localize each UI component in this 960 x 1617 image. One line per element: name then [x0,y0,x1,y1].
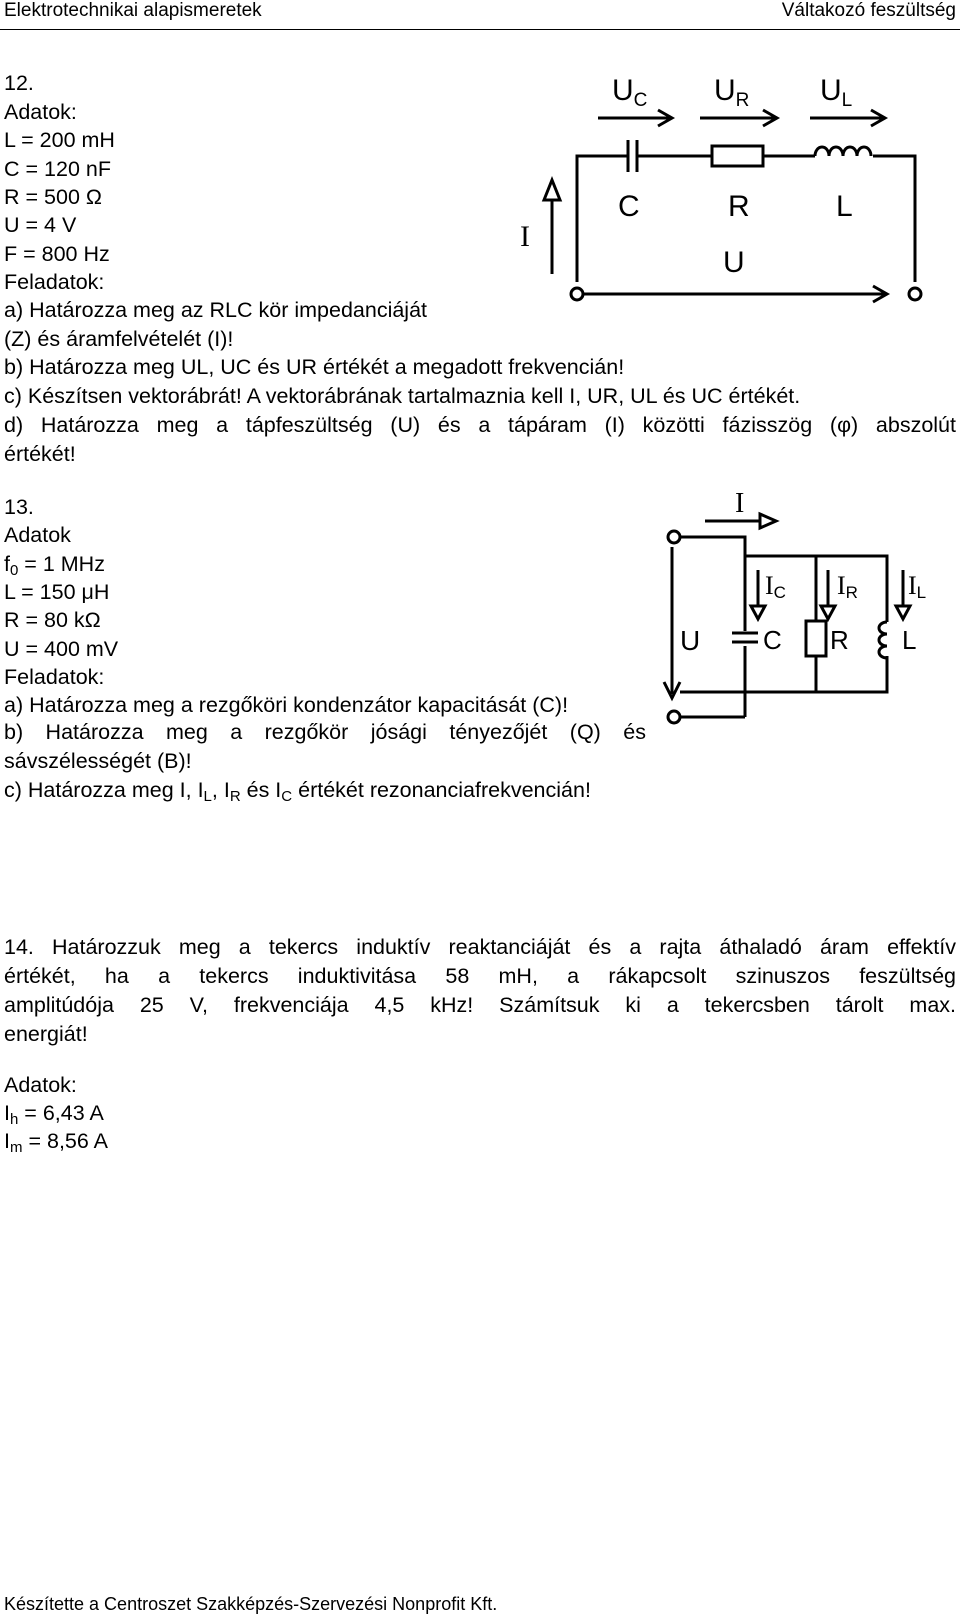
p12-line: R = 500 Ω [4,185,102,209]
p13-adatok: Adatok [4,523,71,547]
terminal-bottom [668,711,680,723]
l-label: L [836,190,853,223]
terminal-right [909,288,921,300]
current-arrow [544,180,560,274]
l-label: L [902,625,917,655]
circuit-wires [680,537,887,692]
p14-line3: amplitúdója 25 V, frekvenciája 4,5 kHz! Számítsuk ki a tekercsben tárolt max. [4,993,956,1017]
ir-label: IR [837,571,858,602]
p13-u: U = 400 mV [4,637,119,661]
ir-arrow [821,570,835,619]
p13-l: L = 150 μH [4,580,110,604]
p12-line: c) Készítsen vektorábrát! A vektorábrának tartalmaznia kell I, UR, UL és UC értékét. [4,384,801,408]
i-label: I [735,488,745,519]
p14-ih: $I_h = 6,43$ A [4,1101,104,1128]
p13-task-b [4,718,646,776]
series-rlc-diagram [500,60,960,320]
inductor-symbol [879,622,887,658]
ur-label: $U_R$ [714,74,750,111]
p14-im: $I_m = 8,56$ A [4,1129,108,1156]
header-title: Elektrotechnikai alapismeretek [4,0,262,21]
c-label: C [763,625,782,655]
p13-r: R = 80 kΩ [4,608,101,632]
problem-13-number: 13. [4,495,34,519]
il-label: IL [908,571,927,602]
uc-arrow [598,110,672,126]
resistor-symbol [806,621,826,656]
p13-task-c: c) Határozza meg I, $I_L$, $I_R$ és $I_C$ értékét rezonanciafrekvencián! [4,778,591,805]
p14-adatok: Adatok: [4,1073,77,1097]
p12-line: b) Határozza meg UL, UC és UR értékét a megadott frekvencián! [4,355,625,379]
p13-task-a: a) Határozza meg a rezgőköri kondenzátor kapacitását (C)! [4,693,569,717]
p13-f0: $f_0 = 1$ MHz [4,552,105,579]
p13-feladatok: Feladatok: [4,665,105,689]
terminal-left [571,288,583,300]
circuit-wires [577,156,915,294]
u-label: U [723,246,745,279]
p12-line: Feladatok: [4,270,105,294]
header-divider [0,29,960,30]
p12-line: U = 4 V [4,213,77,237]
p12-line: a) Határozza meg az RLC kör impedanciáját [4,298,428,322]
p13-task-b-line1: b) Határozza meg a rezgőkör jósági tényezőjét (Q) és [4,720,646,744]
ic-arrow [751,570,765,619]
i-label: I [520,220,530,253]
p12-line: F = 800 Hz [4,242,110,266]
capacitor-symbol [628,140,637,172]
p14-line4: energiát! [4,1022,88,1046]
problem-12-number: 12. [4,71,34,95]
p14-line2: értékét, ha a tekercs induktivitása 58 mH, a rákapcsolt szinuszos feszültség [4,964,956,988]
uc-label: $U_C$ [612,74,648,111]
ul-label: $U_L$ [820,74,853,111]
terminal-top [668,531,680,543]
page-header [0,0,960,28]
p12-task-d-line2: értékét! [4,442,76,466]
p12-line: Adatok: [4,100,77,124]
problem-14-statement [4,933,956,1049]
p13-task-b-line2: sávszélességét (B)! [4,749,192,773]
header-chapter: Váltakozó feszültség [781,0,956,21]
capacitor-symbol [732,633,758,642]
r-label: R [728,190,750,223]
u-label: U [680,625,701,656]
ur-arrow [700,110,777,126]
c-label: C [618,190,640,223]
p12-task-d [4,411,956,469]
p12-line: C = 120 nF [4,157,111,181]
p12-task-d-line1: d) Határozza meg a tápfeszültség (U) és a tápáram (I) közötti fázisszög (φ) abszolút [4,413,956,437]
p12-line: L = 200 mH [4,128,115,152]
inductor-symbol [815,147,871,156]
resistor-symbol [712,146,763,166]
ul-arrow [810,110,885,126]
p14-line1: 14. Határozzuk meg a tekercs induktív reaktanciáját és a rajta áthaladó áram effektív [4,935,956,959]
parallel-rlc-diagram [650,484,950,734]
page-footer: Készítette a Centroszet Szakképzés-Szervezési Nonprofit Kft. [4,1594,498,1614]
u-arrow [664,547,680,698]
r-label: R [830,625,849,655]
ic-label: IC [765,571,786,602]
p12-line: (Z) és áramfelvételét (I)! [4,327,234,351]
